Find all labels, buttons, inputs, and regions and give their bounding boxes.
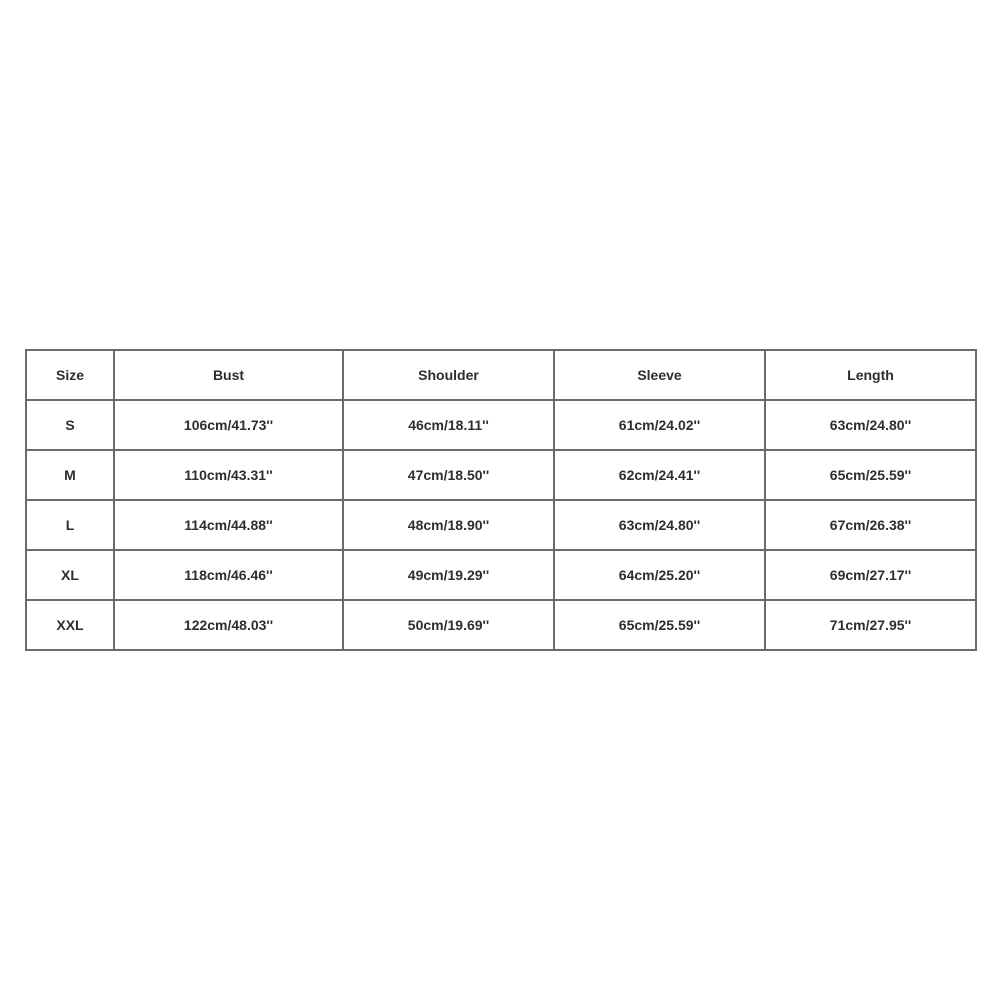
header-size: Size [26,350,114,400]
cell-bust: 118cm/46.46'' [114,550,343,600]
table-row [26,400,976,450]
cell-length: 63cm/24.80'' [765,400,976,450]
cell-size: L [26,500,114,550]
cell-size: XXL [26,600,114,650]
table-row [26,450,976,500]
table-row [26,550,976,600]
cell-bust: 122cm/48.03'' [114,600,343,650]
cell-length: 67cm/26.38'' [765,500,976,550]
table-row [26,500,976,550]
cell-size: S [26,400,114,450]
cell-bust: 114cm/44.88'' [114,500,343,550]
cell-length: 71cm/27.95'' [765,600,976,650]
cell-sleeve: 62cm/24.41'' [554,450,765,500]
cell-bust: 110cm/43.31'' [114,450,343,500]
header-sleeve: Sleeve [554,350,765,400]
cell-shoulder: 50cm/19.69'' [343,600,554,650]
cell-length: 69cm/27.17'' [765,550,976,600]
header-length: Length [765,350,976,400]
table-header-row [26,350,976,400]
cell-shoulder: 49cm/19.29'' [343,550,554,600]
cell-size: XL [26,550,114,600]
size-chart-table [25,349,977,651]
cell-sleeve: 65cm/25.59'' [554,600,765,650]
cell-shoulder: 46cm/18.11'' [343,400,554,450]
cell-sleeve: 61cm/24.02'' [554,400,765,450]
table-row [26,600,976,650]
cell-sleeve: 64cm/25.20'' [554,550,765,600]
cell-bust: 106cm/41.73'' [114,400,343,450]
header-shoulder: Shoulder [343,350,554,400]
cell-length: 65cm/25.59'' [765,450,976,500]
cell-shoulder: 48cm/18.90'' [343,500,554,550]
header-bust: Bust [114,350,343,400]
cell-sleeve: 63cm/24.80'' [554,500,765,550]
cell-size: M [26,450,114,500]
cell-shoulder: 47cm/18.50'' [343,450,554,500]
